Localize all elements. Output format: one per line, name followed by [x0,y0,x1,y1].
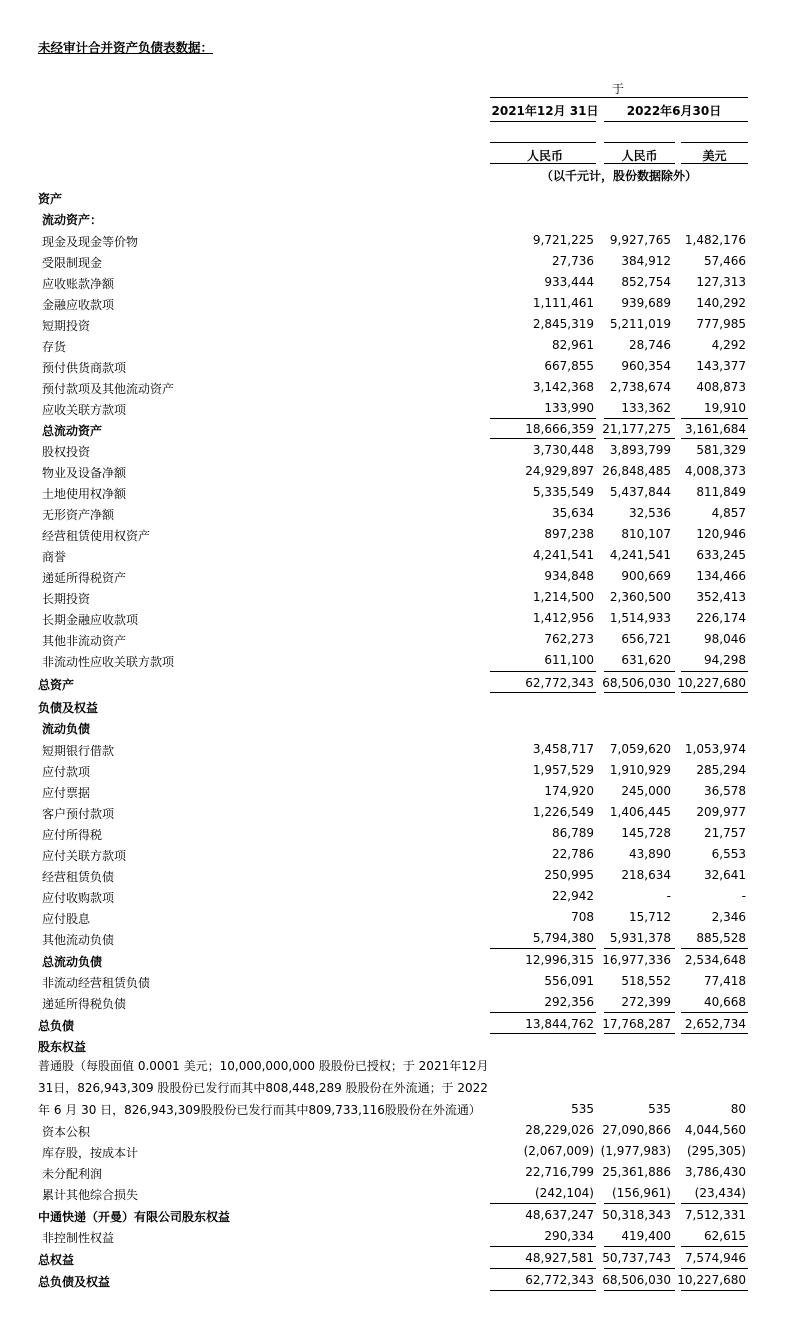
row-label: 预付供货商款项 [42,361,127,375]
subtotal-rule [490,1203,596,1204]
table-row [0,230,810,251]
row-label: 现金及现金等价物 [42,235,139,249]
table-row [0,1248,810,1269]
table-row [0,272,810,293]
value-2022-usd: 811,849 [696,485,746,499]
subtotal-rule [681,1268,748,1269]
value-2022-usd: 77,418 [704,974,746,988]
units-note: （以千元计，股份数据除外） [540,169,697,183]
value-2022-usd: 4,044,560 [684,1123,746,1137]
total-rule [681,692,748,693]
table-row [0,398,810,419]
subtotal-rule [604,1246,675,1247]
value-2022-usd: (295,305) [687,1144,746,1158]
table-row [0,461,810,482]
row-label: 应收账款净额 [42,277,115,291]
table-row [0,907,810,928]
value-2022-rmb: 218,634 [621,868,671,882]
section-assets: 资产 [38,192,63,206]
value-2021: 1,412,956 [532,611,594,625]
row-label: 资本公积 [42,1125,91,1139]
subtotal-rule [490,1268,596,1269]
value-2022-rmb: 272,399 [621,995,671,1009]
value-2022-usd: 98,046 [704,632,746,646]
table-row [0,1099,810,1120]
value-2021: 24,929,897 [525,464,594,478]
value-2021: 27,736 [552,254,594,268]
value-2021: 62,772,343 [525,1273,594,1287]
value-2021: 3,730,448 [532,443,594,457]
value-2022-usd: 7,512,331 [684,1208,746,1222]
header-divider [490,97,748,98]
row-label: 物业及设备净额 [42,466,127,480]
value-2022-rmb: 17,768,287 [602,1017,671,1031]
row-label: 短期银行借款 [42,744,115,758]
table-row [0,356,810,377]
table-row [0,587,810,608]
value-2022-usd: 209,977 [696,805,746,819]
table-row [0,992,810,1013]
value-2022-rmb: 9,927,765 [609,233,671,247]
row-label: 应付关联方款项 [42,849,127,863]
value-2022-rmb: (156,961) [612,1186,671,1200]
value-2022-rmb: 25,361,886 [602,1165,671,1179]
value-2022-usd: 94,298 [704,653,746,667]
subtotal-rule [681,1246,748,1247]
table-row [0,1120,810,1141]
value-2022-usd: (23,434) [694,1186,746,1200]
value-2021: 292,356 [544,995,594,1009]
value-2022-usd: 4,857 [711,506,746,520]
value-2021: 933,444 [544,275,594,289]
value-2022-rmb: (1,977,983) [600,1144,671,1158]
table-row [0,1183,810,1204]
total-rule [490,692,596,693]
value-2022-rmb: 133,362 [621,401,671,415]
row-label: 递延所得税负债 [42,997,127,1011]
row-label: 受限制现金 [42,256,103,270]
row-label: 经营租赁使用权资产 [42,529,151,543]
table-row [0,1226,810,1247]
row-label: 应付股息 [42,912,91,926]
currency-header-rmb-2: 人民币 [621,149,658,163]
value-2022-usd: 2,346 [711,910,746,924]
value-2022-usd: 32,641 [704,868,746,882]
row-label: 股权投资 [42,445,91,459]
table-row [0,739,810,760]
value-2022-rmb: 7,059,620 [609,742,671,756]
subtotal-rule [681,438,748,439]
value-2022-rmb: 1,514,933 [609,611,671,625]
subtotal-rule [490,671,596,672]
value-2021: 174,920 [544,784,594,798]
value-2022-rmb: 419,400 [621,1229,671,1243]
subtotal-rule [490,948,596,949]
value-2021: 762,273 [544,632,594,646]
value-2022-rmb: 5,211,019 [609,317,671,331]
row-label: 应收关联方款项 [42,403,127,417]
row-label: 总负债 [38,1019,75,1033]
row-label: 总负债及权益 [38,1275,111,1289]
value-2021: 62,772,343 [525,676,594,690]
value-2022-usd: 408,873 [696,380,746,394]
value-2022-usd: 62,615 [704,1229,746,1243]
value-2022-rmb: 50,737,743 [602,1251,671,1265]
value-2022-rmb: 16,977,336 [602,953,671,967]
row-label: 累计其他综合损失 [42,1188,139,1202]
row-label: 总权益 [38,1253,75,1267]
table-row [0,673,810,694]
value-2021: 3,458,717 [532,742,594,756]
value-2022-rmb: 145,728 [621,826,671,840]
value-2022-rmb: 5,437,844 [609,485,671,499]
table-row [0,928,810,949]
value-2022-rmb: 43,890 [629,847,671,861]
total-rule [604,692,675,693]
row-label: 递延所得税资产 [42,571,127,585]
currency-header-rmb-1: 人民币 [526,149,563,163]
value-2022-rmb: 2,738,674 [609,380,671,394]
table-row [0,293,810,314]
value-2022-rmb: 5,931,378 [609,931,671,945]
table-row [0,524,810,545]
table-row [0,844,810,865]
table-row [0,823,810,844]
section-liabilities-equity: 负债及权益 [38,701,99,715]
value-2022-usd: 226,174 [696,611,746,625]
value-2021: 133,990 [544,401,594,415]
value-2021: 3,142,368 [532,380,594,394]
row-label: 库存股，按成本计 [42,1146,139,1160]
subtotal-rule [681,671,748,672]
value-2022-usd: 633,245 [696,548,746,562]
value-2022-rmb: 810,107 [621,527,671,541]
currency-underline-1 [490,163,596,164]
table-row [0,566,810,587]
row-label: 应付所得税 [42,828,103,842]
value-2022-usd: 57,466 [704,254,746,268]
value-2022-rmb: 900,669 [621,569,671,583]
value-2022-usd: 10,227,680 [677,676,746,690]
value-2022-usd: 1,482,176 [684,233,746,247]
table-row [0,760,810,781]
value-2022-usd: 19,910 [704,401,746,415]
value-2022-rmb: 4,241,541 [609,548,671,562]
value-2022-rmb: 27,090,866 [602,1123,671,1137]
value-2022-usd: 21,757 [704,826,746,840]
value-2022-rmb: 245,000 [621,784,671,798]
currency-underline-2 [604,163,675,164]
row-label: 土地使用权净额 [42,487,127,501]
row-label: 商誉 [42,550,67,564]
table-row [0,1270,810,1291]
value-2021: 28,229,026 [525,1123,594,1137]
value-2022-rmb: 960,354 [621,359,671,373]
subtotal-rule [604,1203,675,1204]
table-row [0,482,810,503]
value-2021: 535 [571,1102,594,1116]
value-2021: 35,634 [552,506,594,520]
value-2022-usd: 4,008,373 [684,464,746,478]
value-2022-usd: 4,292 [711,338,746,352]
date-header-2022: 2022年6月30日 [626,104,722,118]
value-2022-usd: 140,292 [696,296,746,310]
value-2022-usd: - [741,889,746,903]
value-2021: 22,786 [552,847,594,861]
value-2022-usd: 1,053,974 [684,742,746,756]
value-2022-rmb: 384,912 [621,254,671,268]
value-2021: 1,226,549 [532,805,594,819]
value-2021: 1,111,461 [532,296,594,310]
row-label: 存货 [42,340,67,354]
as-of-label: 于 [612,82,625,96]
value-2022-rmb: 50,318,343 [602,1208,671,1222]
table-row [0,608,810,629]
value-2022-rmb: 15,712 [629,910,671,924]
value-2021: (242,104) [535,1186,594,1200]
subtotal-rule [681,948,748,949]
value-2022-usd: 7,574,946 [684,1251,746,1265]
total-rule [490,1290,596,1291]
row-label: 总流动资产 [42,424,103,438]
currency-header-usd: 美元 [702,149,727,163]
value-2021: 22,942 [552,889,594,903]
value-2022-usd: 10,227,680 [677,1273,746,1287]
date-underline-2 [604,121,748,122]
row-label: 长期金融应收款项 [42,613,139,627]
total-rule [604,1290,675,1291]
value-2021: 5,335,549 [532,485,594,499]
row-label: 应付收购款项 [42,891,115,905]
total-rule [681,1290,748,1291]
table-row [0,503,810,524]
table-row [0,781,810,802]
value-2022-usd: 134,466 [696,569,746,583]
table-row [0,251,810,272]
table-row [0,886,810,907]
value-2021: 86,789 [552,826,594,840]
date-header-2021: 2021年12月 31日 [491,104,599,118]
value-2021: 13,844,762 [525,1017,594,1031]
table-row [0,1014,810,1035]
row-label: 非控制性权益 [42,1231,115,1245]
subtotal-rule [604,438,675,439]
subtotal-rule [490,438,596,439]
section-current-liabilities: 流动负债 [42,722,91,736]
value-2022-rmb: 26,848,485 [602,464,671,478]
subtotal-rule [604,948,675,949]
row-label: 预付款项及其他流动资产 [42,382,175,396]
table-row [0,865,810,886]
row-label: 金融应收款项 [42,298,115,312]
table-row [0,950,810,971]
currency-overline-3 [681,142,748,143]
page-title: 未经审计合并资产负债表数据： [38,40,214,55]
total-rule [681,1033,748,1034]
table-row [0,440,810,461]
common-shares-description: 普通股（每股面值 0.0001 美元；10,000,000,000 股股份已授权；于 2021年12月 31日，826,943,309 股股份已发行而其中808,448,289 股股份在外流通；于 2022年 6 月 30 日，826,943,309股股份已发行而其中809,733,116股股份在外流通） [38,1059,489,1117]
subtotal-rule [604,1268,675,1269]
subtotal-rule [681,1203,748,1204]
row-label: 客户预付款项 [42,807,115,821]
section-shareholders-equity: 股东权益 [38,1040,87,1054]
value-2022-usd: 352,413 [696,590,746,604]
value-2022-usd: 777,985 [696,317,746,331]
value-2022-rmb: 68,506,030 [602,1273,671,1287]
value-2021: 82,961 [552,338,594,352]
value-2022-rmb: 656,721 [621,632,671,646]
value-2022-usd: 2,534,648 [684,953,746,967]
row-label: 总资产 [38,678,75,692]
value-2022-usd: 285,294 [696,763,746,777]
value-2022-usd: 581,329 [696,443,746,457]
subtotal-rule [604,1012,675,1013]
value-2022-rmb: 21,177,275 [602,422,671,436]
value-2022-usd: 127,313 [696,275,746,289]
value-2022-usd: 885,528 [696,931,746,945]
value-2021: 708 [571,910,594,924]
row-label: 中通快递（开曼）有限公司股东权益 [38,1210,231,1224]
value-2022-rmb: 1,910,929 [609,763,671,777]
total-rule [604,1033,675,1034]
value-2021: 556,091 [544,974,594,988]
table-row [0,314,810,335]
value-2021: 897,238 [544,527,594,541]
value-2022-rmb: 939,689 [621,296,671,310]
value-2022-usd: 36,578 [704,784,746,798]
subtotal-rule [604,671,675,672]
row-label: 总流动负债 [42,955,103,969]
subtotal-rule [681,1012,748,1013]
table-row [0,1205,810,1226]
row-label: 应付款项 [42,765,91,779]
table-row [0,629,810,650]
value-2021: 1,214,500 [532,590,594,604]
value-2022-rmb: 535 [648,1102,671,1116]
value-2022-rmb: 518,552 [621,974,671,988]
value-2021: 48,927,581 [525,1251,594,1265]
row-label: 其他非流动资产 [42,634,127,648]
table-row [0,545,810,566]
total-rule [490,1033,596,1034]
value-2021: 250,995 [544,868,594,882]
subtotal-rule [490,1246,596,1247]
row-label: 经营租赁负债 [42,870,115,884]
currency-overline-2 [604,142,675,143]
value-2021: 290,334 [544,1229,594,1243]
value-2021: 934,848 [544,569,594,583]
section-current-assets: 流动资产： [42,213,103,227]
value-2022-usd: 80 [730,1102,746,1116]
row-label: 非流动经营租赁负债 [42,976,151,990]
subtotal-rule [490,1012,596,1013]
value-2022-rmb: 1,406,445 [609,805,671,819]
table-row [0,335,810,356]
value-2022-usd: 3,161,684 [684,422,746,436]
value-2021: 48,637,247 [525,1208,594,1222]
value-2022-usd: 2,652,734 [684,1017,746,1031]
value-2021: 5,794,380 [532,931,594,945]
row-label: 其他流动负债 [42,933,115,947]
value-2021: 2,845,319 [532,317,594,331]
table-row [0,650,810,671]
row-label: 未分配利润 [42,1167,103,1181]
value-2021: 18,666,359 [525,422,594,436]
table-row [0,802,810,823]
value-2022-rmb: 68,506,030 [602,676,671,690]
table-row [0,419,810,440]
value-2021: 22,716,799 [525,1165,594,1179]
value-2021: 1,957,529 [532,763,594,777]
row-label: 无形资产净额 [42,508,115,522]
table-row [0,1141,810,1162]
value-2021: 9,721,225 [532,233,594,247]
value-2021: 611,100 [544,653,594,667]
row-label: 长期投资 [42,592,91,606]
value-2022-rmb: 852,754 [621,275,671,289]
value-2022-usd: 6,553 [711,847,746,861]
currency-overline-1 [490,142,596,143]
value-2022-rmb: 2,360,500 [609,590,671,604]
row-label: 非流动性应收关联方款项 [42,655,175,669]
value-2022-rmb: - [666,889,671,903]
value-2022-usd: 143,377 [696,359,746,373]
value-2022-rmb: 28,746 [629,338,671,352]
value-2022-rmb: 32,536 [629,506,671,520]
value-2021: 667,855 [544,359,594,373]
value-2022-usd: 3,786,430 [684,1165,746,1179]
table-row [0,1162,810,1183]
row-label: 应付票据 [42,786,91,800]
value-2022-rmb: 631,620 [621,653,671,667]
table-row [0,971,810,992]
value-2022-usd: 40,668 [704,995,746,1009]
value-2021: 12,996,315 [525,953,594,967]
currency-underline-3 [681,163,748,164]
value-2021: (2,067,009) [523,1144,594,1158]
row-label: 短期投资 [42,319,91,333]
value-2022-usd: 120,946 [696,527,746,541]
value-2021: 4,241,541 [532,548,594,562]
table-row [0,377,810,398]
value-2022-rmb: 3,893,799 [609,443,671,457]
date-underline-1 [490,121,596,122]
